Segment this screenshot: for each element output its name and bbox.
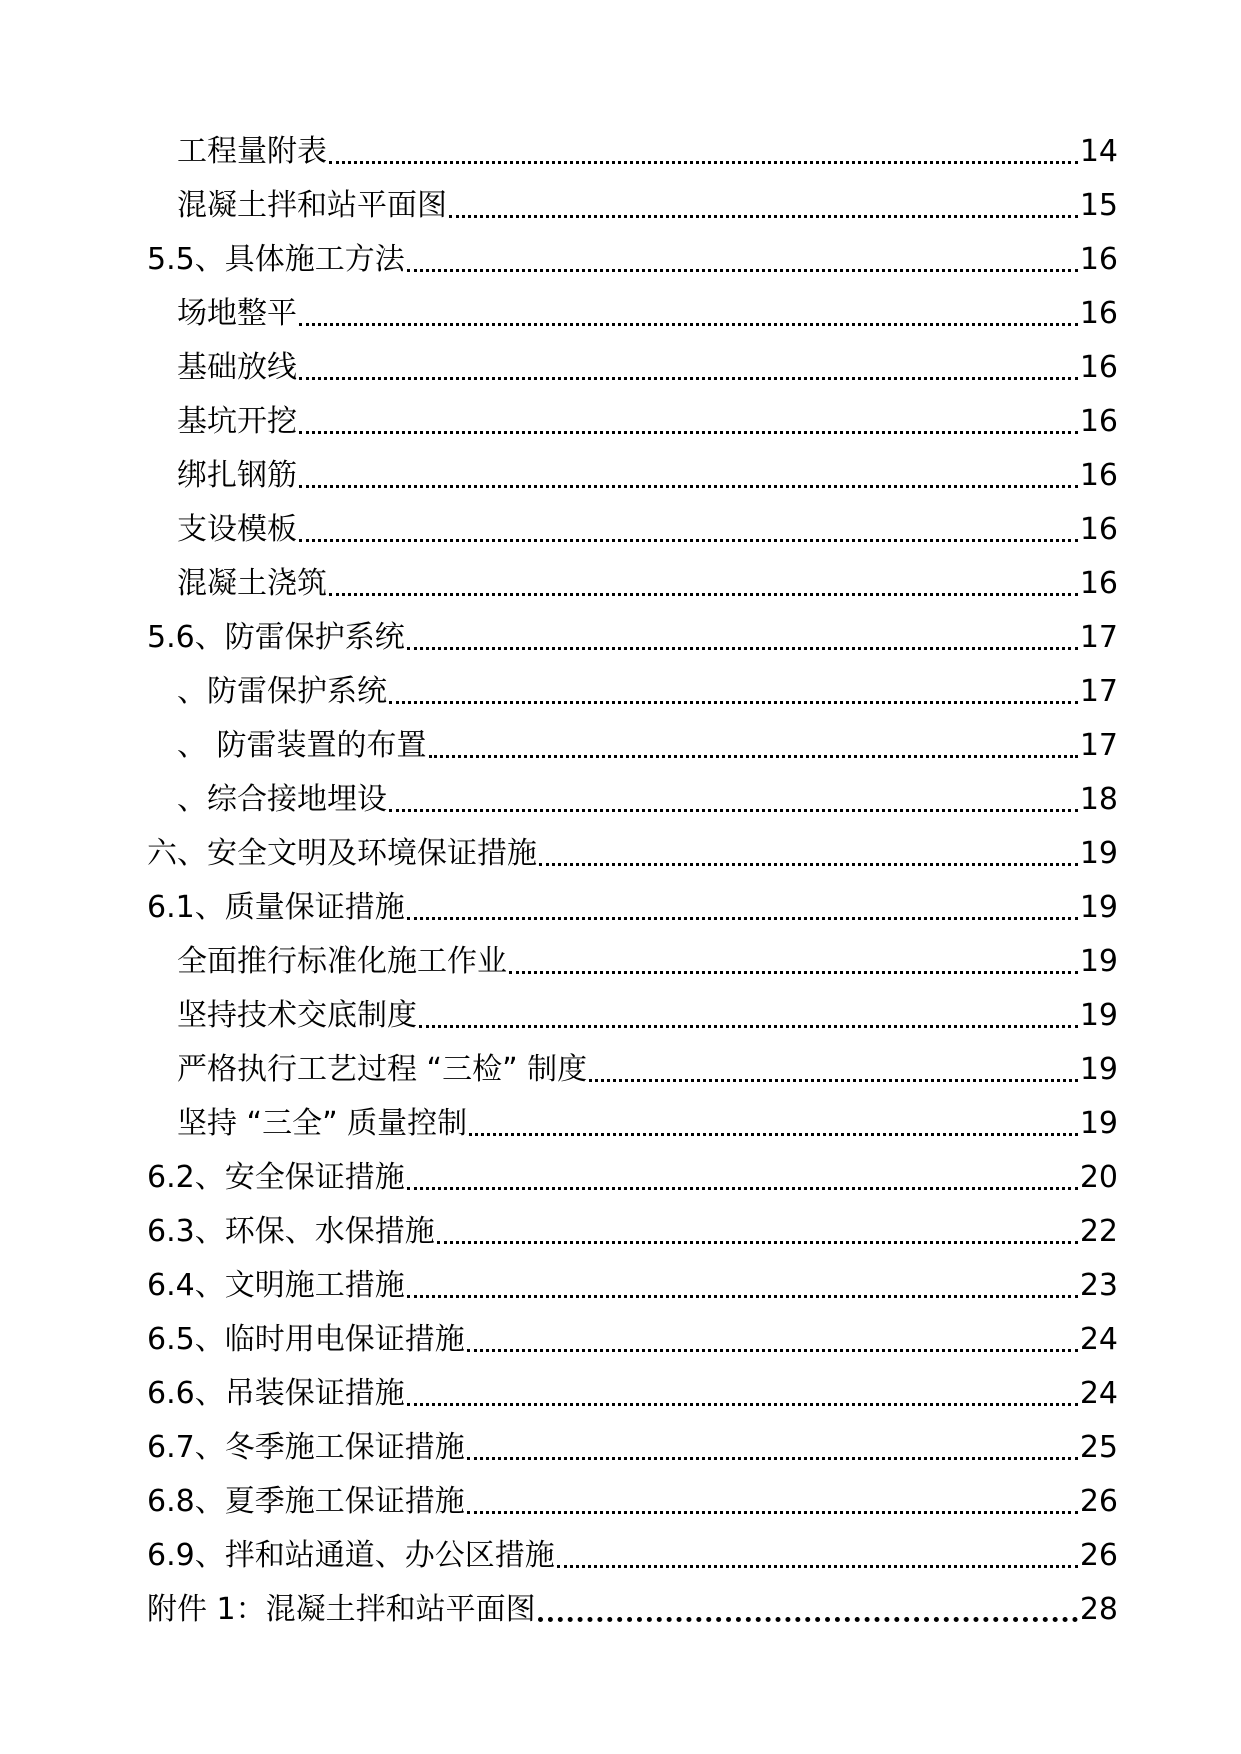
toc-page-number: 16 [1079,458,1118,493]
toc-leader-dots [407,647,1078,650]
toc-leader-dots [467,1511,1078,1514]
toc-entry-label: 基坑开挖 [177,404,297,439]
toc-entry-three-full-quality[interactable] [0,1092,1241,1146]
toc-entry-label: 场地整平 [177,296,297,331]
toc-page-number: 14 [1079,134,1118,169]
toc-leader-dots [299,485,1078,488]
toc-entry-label: 5.6、防雷保护系统 [147,620,405,655]
toc-entry-6-1-quality[interactable] [0,876,1241,930]
toc-entry-6-5-temporary-power[interactable] [0,1308,1241,1362]
toc-page-number: 19 [1079,1106,1118,1141]
toc-leader-dots [467,1457,1078,1460]
toc-entry-label: 混凝土拌和站平面图 [177,188,447,223]
toc-entry-label: 坚持 “三全” 质量控制 [177,1106,468,1141]
toc-page-number: 19 [1079,1052,1118,1087]
toc-page-number: 25 [1079,1430,1118,1465]
toc-leader-dots [589,1079,1078,1082]
toc-entry-6-9-access-office[interactable] [0,1524,1241,1578]
toc-leader-dots [389,701,1078,704]
toc-page-number: 16 [1079,350,1118,385]
toc-entry-label: 6.8、夏季施工保证措施 [147,1484,465,1519]
toc-leader-dots [299,431,1078,434]
toc-page-number: 18 [1079,782,1118,817]
toc-entry-site-leveling[interactable] [0,282,1241,336]
toc-entry-6-7-winter[interactable] [0,1416,1241,1470]
toc-entry-pit-excavation[interactable] [0,390,1241,444]
toc-entry-label: 、综合接地埋设 [177,782,387,817]
toc-entry-5-6-lightning-protection[interactable] [0,606,1241,660]
toc-page-number: 16 [1079,566,1118,601]
toc-entry-quantity-table[interactable] [0,120,1241,174]
toc-leader-dots [509,971,1078,974]
toc-leader-dots [538,1617,1078,1622]
toc-leader-dots [407,1295,1078,1298]
toc-page-number: 26 [1079,1538,1118,1573]
toc-entry-6-6-lifting[interactable] [0,1362,1241,1416]
toc-leader-dots [469,1133,1078,1136]
toc-page-number: 24 [1079,1322,1118,1357]
toc-page-number: 16 [1079,242,1118,277]
toc-entry-mixing-station-plan[interactable] [0,174,1241,228]
table-of-contents [0,120,1241,1632]
toc-entry-grounding[interactable] [0,768,1241,822]
toc-entry-label: 六、安全文明及环境保证措施 [147,836,537,871]
toc-page-number: 19 [1079,836,1118,871]
toc-entry-6-2-safety[interactable] [0,1146,1241,1200]
toc-leader-dots [557,1565,1078,1568]
toc-entry-label: 混凝土浇筑 [177,566,327,601]
toc-page-number: 26 [1079,1484,1118,1519]
toc-entry-technical-briefing[interactable] [0,984,1241,1038]
toc-leader-dots [407,1403,1078,1406]
toc-entry-6-8-summer[interactable] [0,1470,1241,1524]
toc-page-number: 19 [1079,944,1118,979]
toc-entry-label: 6.9、拌和站通道、办公区措施 [147,1538,555,1573]
toc-entry-label: 支设模板 [177,512,297,547]
toc-entry-formwork[interactable] [0,498,1241,552]
toc-page-number: 19 [1079,890,1118,925]
toc-entry-label: 基础放线 [177,350,297,385]
toc-entry-label: 6.3、环保、水保措施 [147,1214,435,1249]
toc-leader-dots [329,593,1078,596]
toc-page-number: 17 [1079,728,1118,763]
toc-page-number: 28 [1079,1592,1118,1627]
toc-page-number: 16 [1079,296,1118,331]
toc-entry-three-inspections[interactable] [0,1038,1241,1092]
toc-entry-label: 6.6、吊装保证措施 [147,1376,405,1411]
toc-entry-attachment-1[interactable] [0,1578,1241,1632]
toc-entry-label: 6.7、冬季施工保证措施 [147,1430,465,1465]
toc-entry-foundation-layout[interactable] [0,336,1241,390]
toc-page-number: 17 [1079,674,1118,709]
toc-entry-label: 绑扎钢筋 [177,458,297,493]
toc-leader-dots [299,539,1078,542]
toc-entry-label: 5.5、具体施工方法 [147,242,405,277]
toc-entry-label: 6.2、安全保证措施 [147,1160,405,1195]
toc-leader-dots [437,1241,1078,1244]
toc-leader-dots [299,323,1078,326]
toc-entry-label: 坚持技术交底制度 [177,998,417,1033]
toc-entry-lightning-device-layout[interactable] [0,714,1241,768]
toc-leader-dots [539,863,1078,866]
toc-leader-dots [299,377,1078,380]
toc-leader-dots [407,269,1078,272]
toc-entry-label: 、 防雷装置的布置 [177,728,427,763]
toc-leader-dots [429,755,1078,758]
toc-entry-label: 6.5、临时用电保证措施 [147,1322,465,1357]
toc-leader-dots [407,1187,1078,1190]
toc-page-number: 22 [1079,1214,1118,1249]
toc-entry-5-5-construction-methods[interactable] [0,228,1241,282]
toc-page-number: 19 [1079,998,1118,1033]
toc-page-number: 23 [1079,1268,1118,1303]
toc-entry-label: 严格执行工艺过程 “三检” 制度 [177,1052,588,1087]
toc-leader-dots [449,215,1078,218]
toc-entry-label: 6.4、文明施工措施 [147,1268,405,1303]
toc-entry-concrete-pouring[interactable] [0,552,1241,606]
toc-entry-rebar-tying[interactable] [0,444,1241,498]
toc-leader-dots [389,809,1078,812]
toc-page-number: 16 [1079,404,1118,439]
toc-entry-label: 工程量附表 [177,134,327,169]
toc-page-number: 24 [1079,1376,1118,1411]
toc-leader-dots [407,917,1078,920]
toc-leader-dots [419,1025,1078,1028]
toc-entry-6-3-environmental[interactable] [0,1200,1241,1254]
toc-entry-label: 6.1、质量保证措施 [147,890,405,925]
toc-page-number: 15 [1079,188,1118,223]
toc-entry-lightning-system[interactable] [0,660,1241,714]
toc-page-number: 20 [1079,1160,1118,1195]
toc-leader-dots [467,1349,1078,1352]
toc-page-number: 17 [1079,620,1118,655]
toc-entry-standardization[interactable] [0,930,1241,984]
toc-leader-dots [329,161,1078,164]
toc-entry-label: 附件 1：混凝土拌和站平面图 [147,1592,536,1627]
toc-entry-label: 、防雷保护系统 [177,674,387,709]
toc-entry-6-4-civilized-construction[interactable] [0,1254,1241,1308]
toc-page-number: 16 [1079,512,1118,547]
toc-entry-6-safety-environment[interactable] [0,822,1241,876]
toc-entry-label: 全面推行标准化施工作业 [177,944,507,979]
